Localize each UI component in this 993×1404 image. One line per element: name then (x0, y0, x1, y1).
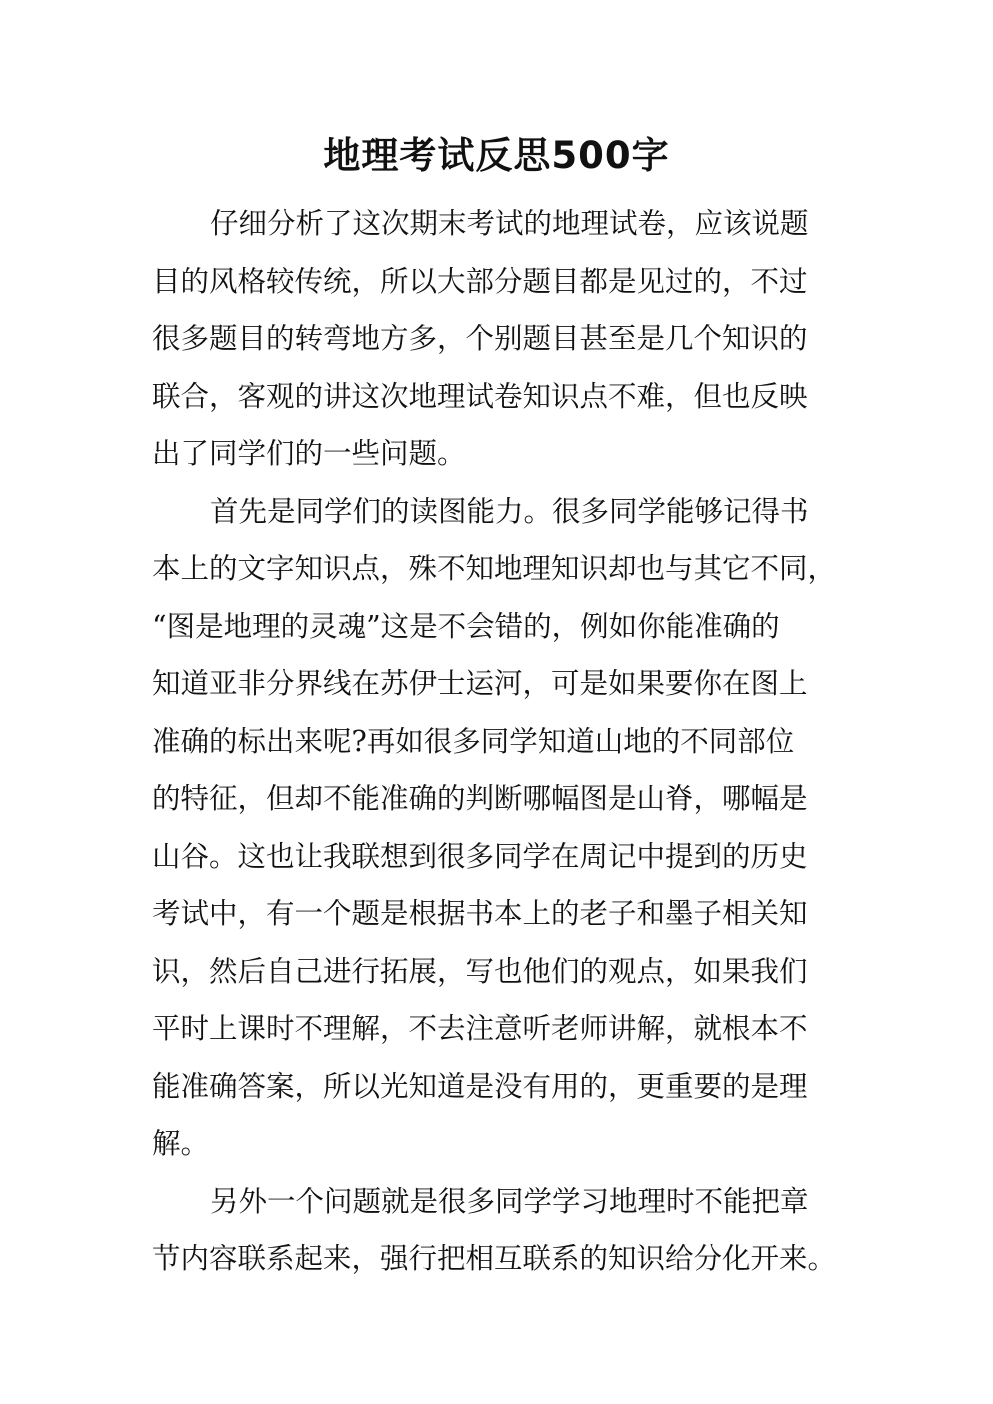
paragraph-2-line-7: 山谷。这也让我联想到很多同学在周记中提到的历史 (152, 839, 808, 873)
paragraph-2-line-10: 平时上课时不理解，不去注意听老师讲解，就根本不 (152, 1012, 808, 1045)
paragraph-2-line-1: 首先是同学们的读图能力。很多同学能够记得书 (210, 494, 809, 528)
paragraph-2-line-8: 考试中，有一个题是根据书本上的老子和墨子相关知 (152, 897, 808, 930)
paragraph-2-line-12: 解。 (152, 1127, 210, 1160)
paragraph-1-line-4: 联合，客观的讲这次地理试卷知识点不难，但也反映 (152, 379, 808, 413)
paragraph-2-line-2: 本上的文字知识点，殊不知地理知识却也与其它不同， (152, 552, 837, 585)
paragraph-1-line-5: 出了同学们的一些问题。 (152, 437, 466, 470)
paragraph-2-line-5: 准确的标出来呢?再如很多同学知道山地的不同部位 (152, 724, 795, 758)
document-title: 地理考试反思500字 (323, 134, 670, 177)
paragraph-1-line-3: 很多题目的转弯地方多，个别题目甚至是几个知识的 (152, 322, 808, 355)
paragraph-1-line-2: 目的风格较传统，所以大部分题目都是见过的，不过 (152, 264, 808, 298)
document-body (152, 195, 862, 1288)
paragraph-2-line-3: “图是地理的灵魂”这是不会错的，例如你能准确的 (152, 609, 780, 643)
paragraph-2-line-11: 能准确答案，所以光知道是没有用的，更重要的是理 (152, 1069, 808, 1103)
paragraph-3-line-1: 另外一个问题就是很多同学学习地理时不能把章 (210, 1184, 809, 1218)
paragraph-3-line-2: 节内容联系起来，强行把相互联系的知识给分化开来。 (152, 1242, 837, 1275)
paragraph-2-line-9: 识，然后自己进行拓展，写也他们的观点，如果我们 (152, 954, 808, 988)
paragraph-1-line-1: 仔细分析了这次期末考试的地理试卷，应该说题 (210, 207, 809, 240)
paragraph-2-line-6: 的特征，但却不能准确的判断哪幅图是山脊，哪幅是 (152, 782, 808, 815)
paragraph-2-line-4: 知道亚非分界线在苏伊士运河，可是如果要你在图上 (152, 667, 808, 700)
